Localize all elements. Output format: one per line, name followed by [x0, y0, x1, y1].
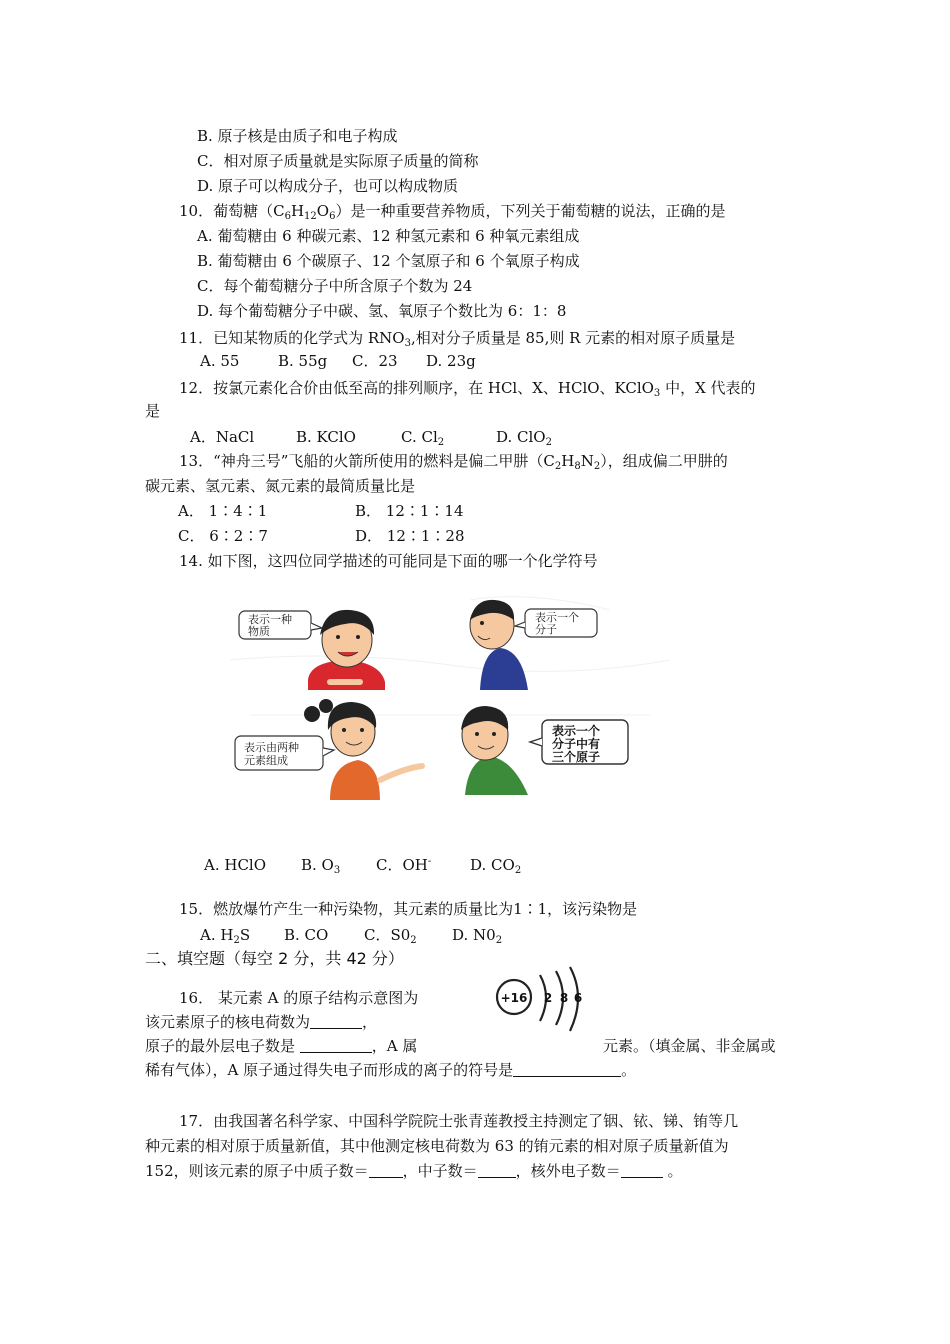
q16-line-2-text: 该元素原子的核电荷数为 [145, 1013, 311, 1031]
q10-subscript: 6 [329, 211, 336, 222]
q17-line-3-text: ，核外电子数＝ [515, 1162, 621, 1180]
q14-options [204, 852, 521, 881]
q16-line-4-end: 。 [621, 1061, 637, 1079]
q12-subscript: 2 [437, 437, 445, 448]
q12-option-c-text: C. Cl [401, 428, 438, 446]
q10-subscript: 12 [304, 211, 317, 222]
blank-outer-electrons[interactable] [300, 1038, 372, 1053]
q10-subscript: 6 [284, 211, 291, 222]
q15-subscript: 2 [233, 935, 240, 946]
q17-line-3-text: 152，则该元素的原子中质子数＝ [145, 1162, 369, 1180]
q13-element: H [561, 452, 575, 470]
q13-subscript: 2 [593, 461, 601, 472]
q10-stem-post: ）是一种重要营养物质，下列关于葡萄糖的说法，正确的是 [335, 202, 726, 220]
students-illustration [230, 590, 670, 805]
q16-line-3 [145, 1036, 417, 1056]
bubble-1-line-2: 物质 [248, 625, 270, 638]
q13-stem-cont: 碳元素、氢元素、氮元素的最简质量比是 [145, 477, 416, 495]
q13-element: N [580, 452, 594, 470]
bubble-3-line-1: 表示由两种 [244, 741, 299, 754]
bubble-1-line-1: 表示一种 [248, 613, 292, 626]
bubble-4-line-2: 分子中有 [552, 737, 601, 751]
student-boy-3 [461, 706, 628, 795]
q15-option-c [364, 925, 452, 951]
bubble-4-line-3: 三个原子 [552, 750, 601, 764]
shell-2-electrons: 8 [559, 991, 569, 1005]
q10-option-c: C．每个葡萄糖分子中所含原子个数为 24 [197, 277, 473, 295]
q12-stem-post: 中，X 代表的 [660, 379, 756, 397]
q12-option-d-text: D. ClO [496, 428, 546, 446]
q15-option-a-text: S [239, 926, 251, 944]
q15-subscript: 2 [495, 935, 503, 946]
q17-line-3-text: ，中子数＝ [402, 1162, 478, 1180]
q16-line-3-text: 原子的最外层电子数是 [145, 1037, 296, 1055]
q11-stem-pre: 11．已知某物质的化学式为 RNO [179, 329, 405, 347]
q13-option-b: B． 12∶1∶14 [355, 502, 464, 520]
blank-proton-count[interactable] [369, 1163, 403, 1178]
q12-option-b: B. KClO [296, 428, 356, 446]
q15-option-a-text: A. H [200, 926, 234, 944]
q13-stem [179, 451, 728, 477]
q10-stem-pre: 10．葡萄糖（C [179, 202, 285, 220]
q13-subscript: 8 [574, 461, 581, 472]
q11-option-b: B. 55g [278, 352, 328, 370]
q14-stem: 14. 如下图，这四位同学描述的可能同是下面的哪一个化学符号 [179, 552, 598, 570]
student-boy-2 [470, 600, 597, 690]
q9-option-d: D. 原子可以构成分子，也可以构成物质 [197, 177, 459, 195]
section-2-title: 二、填空题（每空 2 分，共 42 分） [145, 949, 404, 968]
q9-option-c: C．相对原子质量就是实际原子质量的简称 [197, 152, 479, 170]
q10-stem [179, 201, 725, 227]
q15-option-b: B. CO [284, 926, 329, 944]
shell-1-electrons: 2 [543, 991, 553, 1005]
nucleus-charge: +16 [500, 991, 528, 1005]
blank-neutron-count[interactable] [478, 1163, 516, 1178]
q14-option-b-text: B. O [301, 856, 334, 874]
student-boy-1 [239, 610, 385, 690]
q16-line-1: 16． 某元素 A 的原子结构示意图为 [179, 989, 419, 1007]
q12-option-a: A．NaCl [190, 428, 255, 446]
q10-option-d: D. 每个葡萄糖分子中碳、氢、氧原子个数比为 6：1：8 [197, 302, 567, 320]
q12-subscript: 2 [545, 437, 552, 448]
q15-stem: 15．燃放爆竹产生一种污染物，其元素的质量比为1∶1，该污染物是 [179, 900, 638, 918]
q13-stem-pre: 13．“神舟三号”飞船的火箭所使用的燃料是偏二甲肼（C [179, 452, 555, 470]
q14-subscript: 2 [514, 865, 522, 876]
bubble-3-line-2: 元素组成 [244, 754, 288, 767]
q12-stem-pre: 12．按氯元素化合价由低至高的排列顺序，在 HCl、X、HClO、KClO [179, 379, 654, 397]
q15-option-a [200, 925, 284, 951]
q14-option-c [376, 852, 470, 875]
q14-subscript: 3 [333, 865, 341, 876]
q17-line-1: 17．由我国著名科学家、中国科学院院士张青莲教授主持测定了铟、铱、锑、铕等几 [179, 1112, 739, 1130]
q16-line-3-text: ，A 属 [371, 1037, 418, 1055]
bubble-2-line-2: 分子 [535, 623, 557, 636]
q12-options [190, 427, 552, 453]
q15-option-d [452, 925, 502, 951]
q14-option-c-text: C．OH [376, 856, 428, 874]
q9-option-b: B. 原子核是由质子和电子构成 [197, 127, 398, 145]
q10-option-b: B. 葡萄糖由 6 个碳原子、12 个氢原子和 6 个氧原子构成 [197, 252, 580, 270]
q15-option-c-text: C．S0 [364, 926, 411, 944]
q11-subscript: 3 [404, 338, 411, 349]
q12-option-d [496, 427, 552, 453]
q13-subscript: 2 [554, 461, 562, 472]
q13-option-a: A． 1∶4∶1 [178, 502, 268, 520]
q14-option-d-text: D. CO [470, 856, 515, 874]
q17-line-3 [145, 1161, 682, 1181]
q12-option-c [401, 427, 496, 453]
q12-stem [179, 378, 756, 404]
atom-structure-diagram [490, 965, 590, 1035]
q16-line-2-end: ， [362, 1013, 378, 1031]
blank-ion-symbol[interactable] [513, 1062, 621, 1077]
q12-stem-cont: 是 [145, 402, 161, 420]
q13-option-d: D． 12∶1∶28 [355, 527, 465, 545]
q15-options [200, 925, 502, 951]
q16-line-4-text: 稀有气体），A 原子通过得失电子而形成的离子的符号是 [145, 1061, 514, 1079]
q16-line-3-end: 元素。（填金属、非金属或 [603, 1037, 776, 1055]
q11-option-d: D. 23g [426, 352, 476, 370]
q16-line-4 [145, 1060, 636, 1080]
bubble-2-line-1: 表示一个 [535, 611, 579, 624]
q13-option-c: C． 6∶2∶7 [178, 527, 268, 545]
bubble-4-line-1: 表示一个 [552, 724, 601, 738]
q11-option-a: A. 55 [200, 352, 240, 370]
q17-line-3-end: 。 [662, 1162, 683, 1180]
q10-element: O [316, 202, 330, 220]
q10-element: H [290, 202, 305, 220]
q17-line-2: 种元素的相对原于质量新值，其中他测定核电荷数为 63 的铕元素的相对原子质量新值为 [145, 1137, 729, 1155]
q11-stem-post: ,相对分子质量是 85,则 R 元素的相对原子质量是 [410, 329, 736, 347]
blank-electron-count[interactable] [621, 1163, 663, 1178]
q16-line-2 [145, 1012, 377, 1032]
q15-subscript: 2 [410, 935, 417, 946]
q14-option-b [301, 855, 376, 881]
q11-option-c: C．23 [352, 352, 398, 370]
q14-option-a: A. HClO [204, 856, 267, 874]
q14-option-d [470, 855, 521, 881]
q11-options [200, 351, 476, 371]
q15-option-d-text: D. N0 [452, 926, 496, 944]
q13-stem-post: ），组成偏二甲肼的 [600, 452, 728, 470]
q14-superscript: - [427, 856, 432, 867]
blank-nuclear-charge[interactable] [310, 1014, 362, 1029]
student-girl [235, 699, 422, 800]
q12-subscript: 3 [653, 388, 661, 399]
shell-3-electrons: 6 [573, 991, 583, 1005]
q10-option-a: A. 葡萄糖由 6 种碳元素、12 种氢元素和 6 种氧元素组成 [197, 227, 580, 245]
